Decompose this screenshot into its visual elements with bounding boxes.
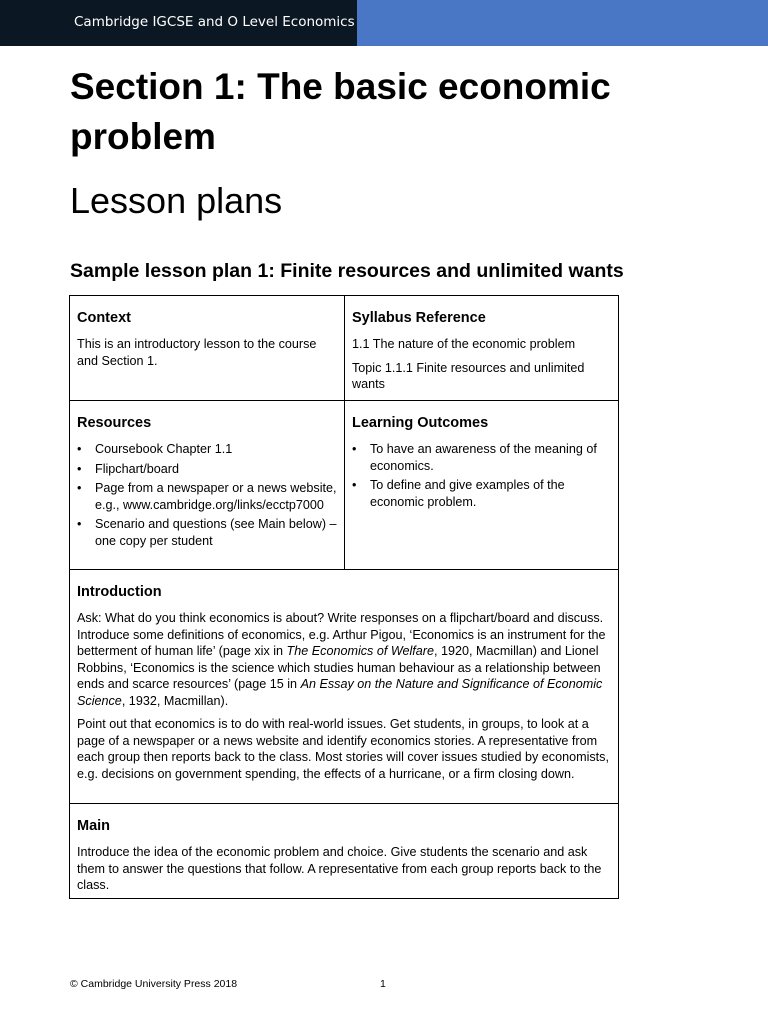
outcomes-list: [352, 441, 611, 510]
intro-book-title-2: An Essay on the Nature and Significance of Economic Science: [77, 677, 603, 708]
introduction-heading: Introduction: [77, 584, 162, 600]
table-row: [70, 569, 618, 803]
intro-text-a: Ask: What do you think economics is about? Write responses on a flipchart/board and discuss. Introduce some definitions of economics, e.g. Arthur Pigou, ‘Economics is an instrument for the betterment of human life’ (page xix in: [77, 611, 606, 658]
lesson-plan-table: [69, 295, 619, 899]
page-number: 1: [380, 978, 386, 990]
context-heading: Context: [77, 310, 131, 326]
page-subtitle: Lesson plans: [70, 180, 283, 221]
introduction-paragraph-2: Point out that economics is to do with real-world issues. Get students, in groups, to look at a page of a newspaper or a news website and identify economics stories. A representative from each group then reports back to the class. Most stories will cover issues studied by economists, e.g. decisions on government spending, the effects of a hurricane, or a firm closing down.: [77, 717, 609, 781]
main-cell: [70, 804, 618, 898]
table-row: [70, 400, 618, 569]
outcomes-heading: Learning Outcomes: [352, 415, 489, 431]
introduction-cell: [70, 570, 618, 803]
list-item: • To have an awareness of the meaning of economics.: [352, 441, 611, 474]
header-bar: [0, 0, 768, 46]
list-item: • Page from a newspaper or a news website, e.g., www.cambridge.org/links/ecctp7000: [77, 480, 337, 513]
list-item: • Scenario and questions (see Main below) – one copy per student: [77, 516, 337, 549]
syllabus-line-2: Topic 1.1.1 Finite resources and unlimited wants: [352, 360, 585, 391]
intro-text-b: , 1920, Macmillan) and Lionel Robbins, ‘Economics is the science which studies human behaviour as a relationship between ends and scarce resources’ (page 15 in: [77, 644, 601, 691]
context-cell: [70, 296, 344, 400]
list-item: • To define and give examples of the economic problem.: [352, 477, 611, 510]
resources-cell: [70, 401, 344, 569]
syllabus-line-1: 1.1 The nature of the economic problem: [352, 337, 576, 351]
introduction-paragraph-1: [77, 610, 611, 709]
resources-list: [77, 441, 337, 549]
syllabus-cell: [344, 296, 618, 400]
resources-heading: Resources: [77, 415, 152, 431]
section-title: Section 1: The basic economic problem: [70, 66, 611, 157]
outcomes-cell: [344, 401, 618, 569]
table-row: [70, 296, 618, 400]
table-row: [70, 803, 618, 898]
main-text: Introduce the idea of the economic problem and choice. Give students the scenario and ask them to answer the questions that follow. A representative from each group reports back to the class.: [77, 845, 602, 892]
syllabus-heading: Syllabus Reference: [352, 310, 486, 326]
main-heading: Main: [77, 818, 111, 834]
header-blue-band: [357, 0, 768, 46]
context-text: This is an introductory lesson to the course and Section 1.: [77, 337, 317, 368]
list-item: • Flipchart/board: [77, 461, 337, 478]
intro-book-title-1: The Economics of Welfare: [286, 644, 435, 658]
book-title: Cambridge IGCSE and O Level Economics: [74, 14, 355, 30]
lesson-plan-heading: Sample lesson plan 1: Finite resources and unlimited wants: [70, 260, 624, 282]
intro-text-c: , 1932, Macmillan).: [121, 693, 229, 708]
list-item: • Coursebook Chapter 1.1: [77, 441, 337, 458]
copyright-notice: © Cambridge University Press 2018: [70, 978, 238, 990]
